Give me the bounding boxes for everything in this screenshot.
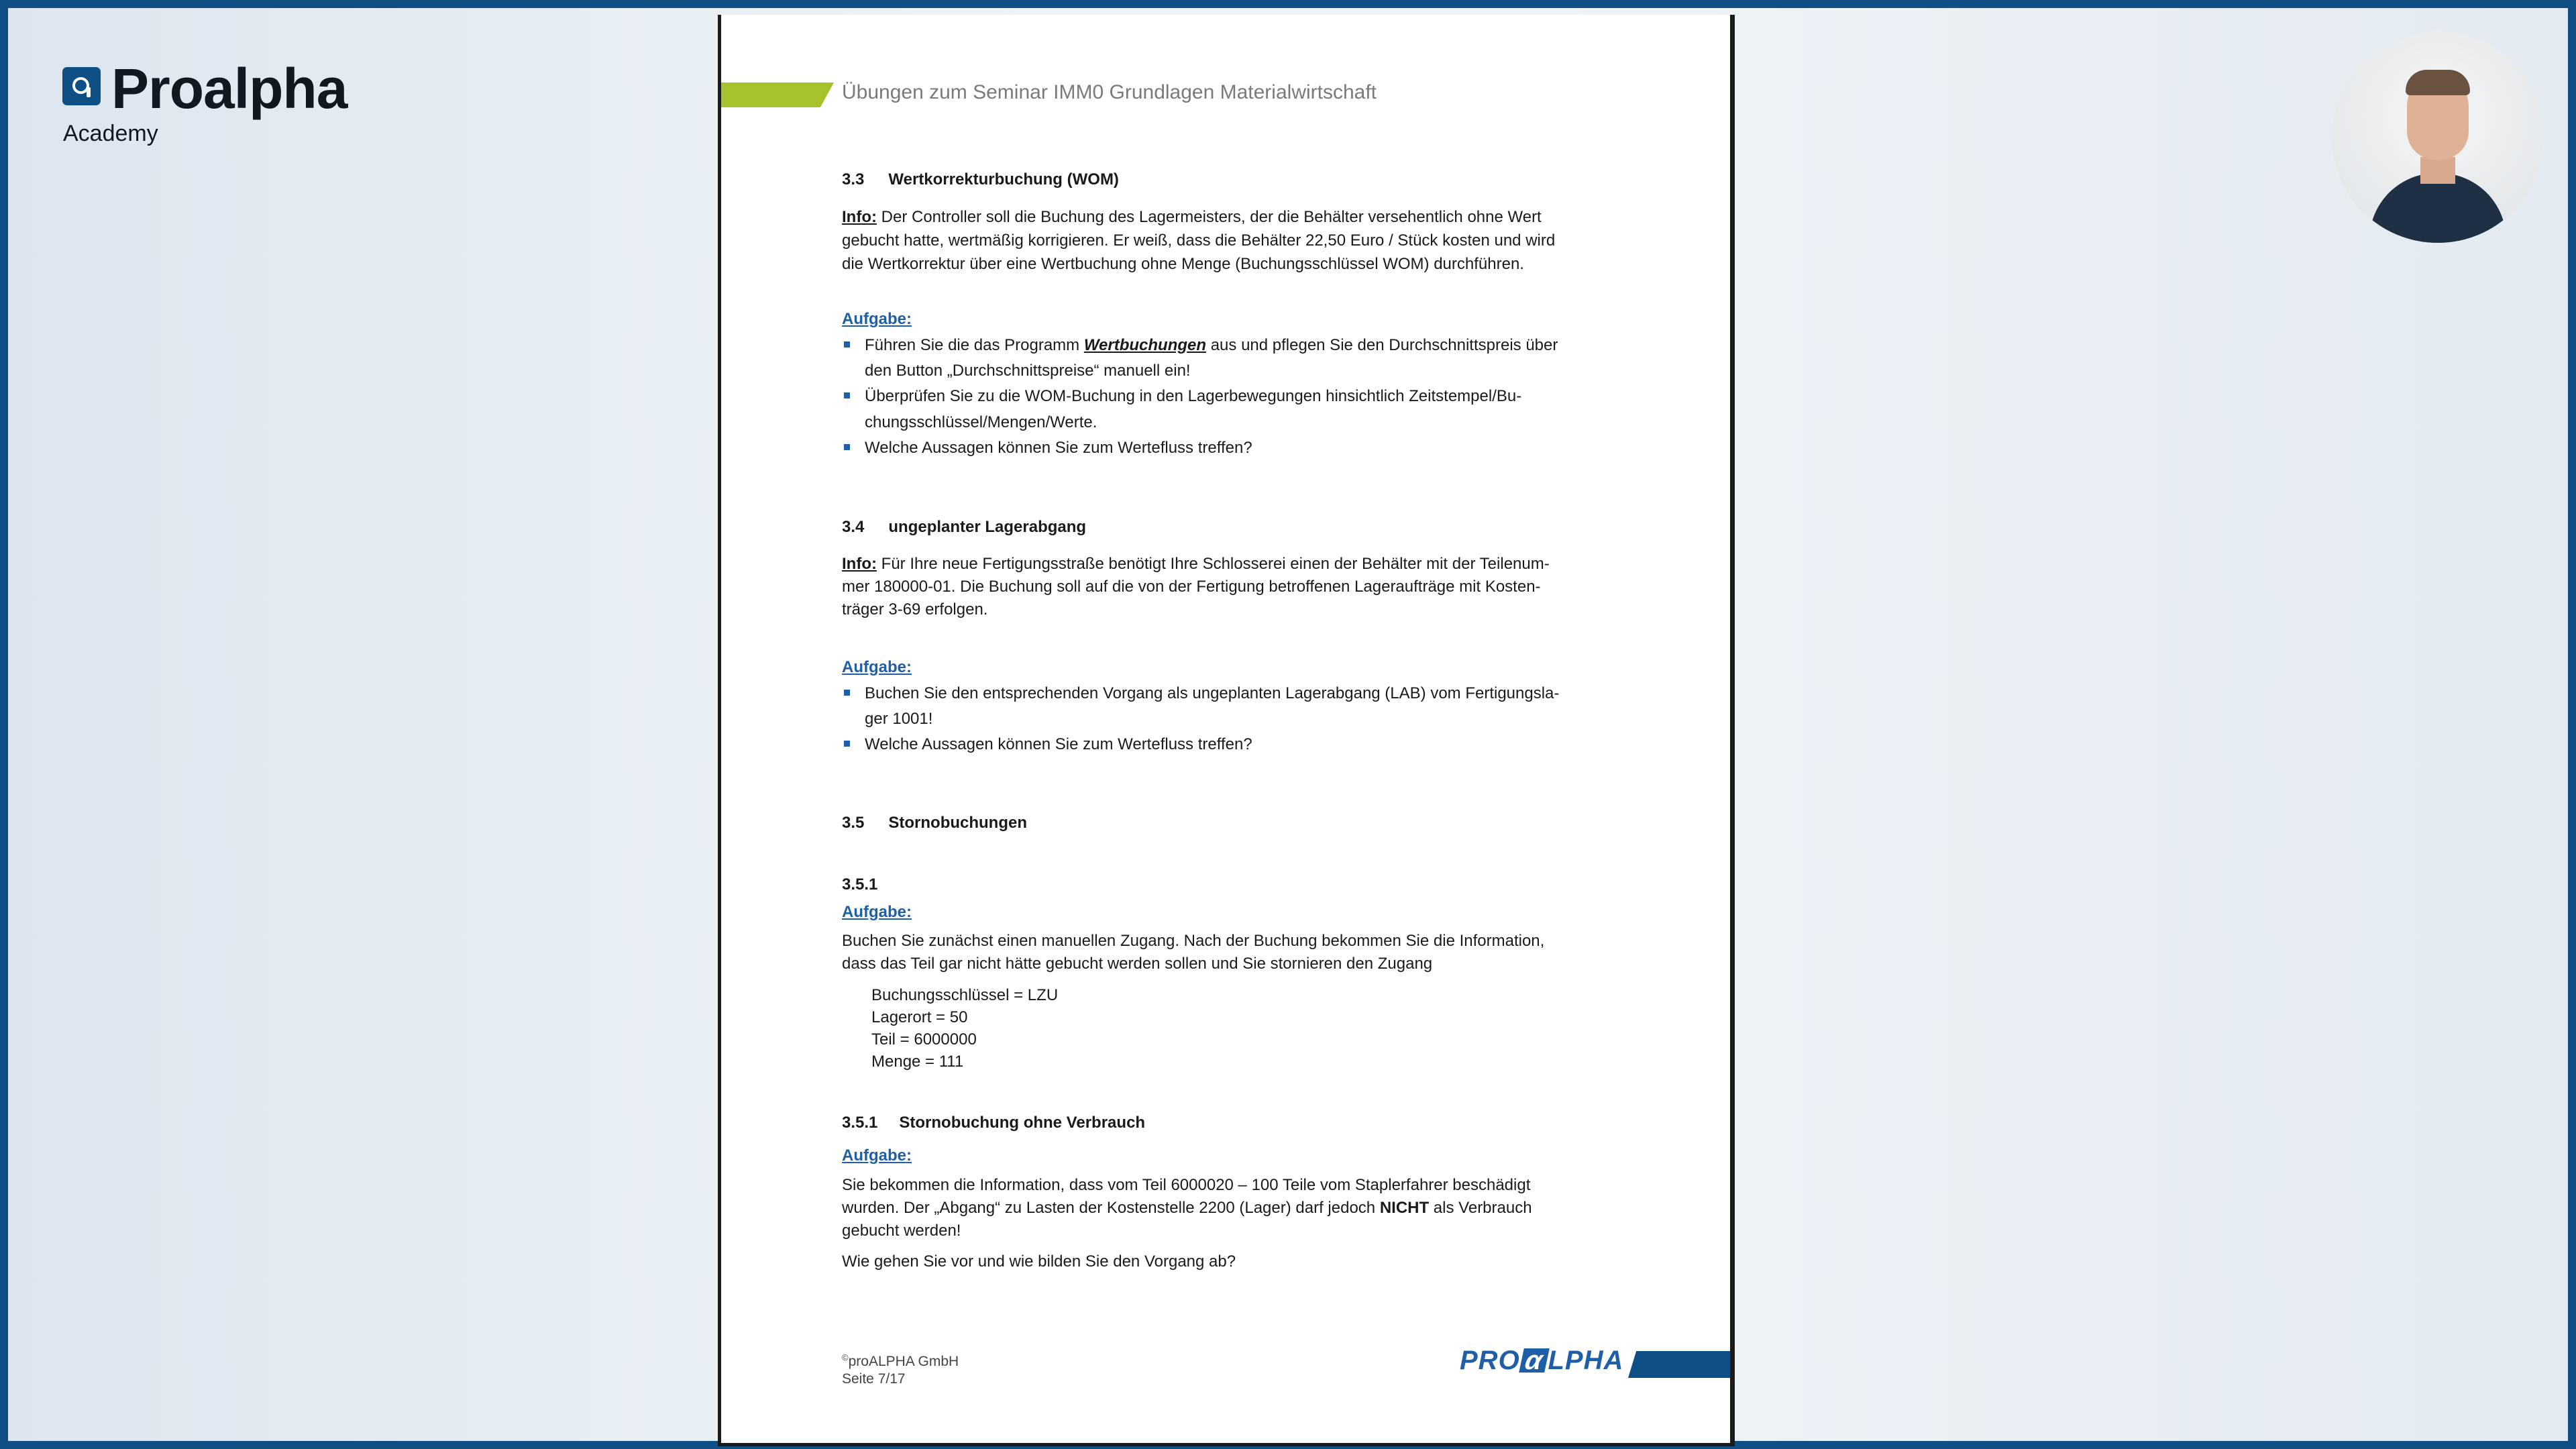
brand-text: PRO <box>1460 1346 1520 1375</box>
param-line: Buchungsschlüssel = LZU <box>871 986 1059 1004</box>
section-3-3-heading <box>842 168 1119 192</box>
header-accent-bar <box>721 83 834 107</box>
task-bullet: Welche Aussagen können Sie zum Wertefluss treffen? <box>865 439 1252 457</box>
info-text: Der Controller soll die Buchung des Lagermeisters, der die Behälter versehentlich ohne Wert <box>876 208 1542 226</box>
subsection-heading <box>842 1111 1145 1135</box>
task-bullet: Überprüfen Sie zu die WOM-Buchung in den Lagerbewegungen hinsichtlich Zeitstempel/Bu- <box>865 387 1522 405</box>
param-line: Lagerort = 50 <box>871 1008 968 1026</box>
param-line: Menge = 111 <box>871 1053 964 1071</box>
task-text-part: als Verbrauch <box>1429 1199 1532 1217</box>
brand-subtitle: Academy <box>63 121 158 146</box>
aufgabe-label: Aufgabe: <box>842 903 912 921</box>
section-title: ungeplanter Lagerabgang <box>888 518 1087 536</box>
presenter-neck <box>2420 157 2455 184</box>
task-text: gebucht werden! <box>842 1222 961 1240</box>
info-line <box>842 205 1542 229</box>
alpha-icon: α <box>1519 1348 1549 1373</box>
bullet-icon <box>844 741 850 747</box>
info-line: gebucht hatte, wertmäßig korrigieren. Er weiß, dass die Behälter 22,50 Euro / Stück kosten und wird <box>842 231 1556 250</box>
subsection-title: Stornobuchung ohne Verbrauch <box>899 1114 1146 1132</box>
section-number: 3.3 <box>842 170 865 189</box>
emphasis-text: NICHT <box>1379 1199 1430 1217</box>
task-text: Buchen Sie zunächst einen manuellen Zugang. Nach der Buchung bekommen Sie die Information, <box>842 932 1545 950</box>
section-number: 3.5 <box>842 814 865 832</box>
brand-text: LPHA <box>1548 1346 1624 1375</box>
copyright-text: proALPHA GmbH <box>848 1354 959 1369</box>
program-name: Wertbuchungen <box>1083 336 1207 354</box>
task-bullet: Welche Aussagen können Sie zum Wertefluss treffen? <box>865 735 1252 753</box>
section-title: Stornobuchungen <box>888 814 1028 832</box>
info-text: Für Ihre neue Fertigungsstraße benötigt Ihre Schlosserei einen der Behälter mit der Teilenum- <box>876 555 1550 573</box>
section-title: Wertkorrekturbuchung (WOM) <box>888 170 1119 189</box>
task-text: dass das Teil gar nicht hätte gebucht werden sollen und Sie stornieren den Zugang <box>842 955 1433 973</box>
section-3-4-heading <box>842 515 1086 539</box>
aufgabe-label: Aufgabe: <box>842 310 912 328</box>
task-text <box>842 1196 1532 1220</box>
param-line: Teil = 6000000 <box>871 1030 977 1049</box>
subsection-number: 3.5.1 <box>842 875 878 894</box>
info-line: mer 180000-01. Die Buchung soll auf die von der Fertigung betroffenen Lageraufträge mit Kosten- <box>842 578 1541 596</box>
task-text: Führen Sie die das Programm <box>865 336 1084 354</box>
brand-name: Proalpha <box>111 57 347 120</box>
info-line: die Wertkorrektur über eine Wertbuchung ohne Menge (Buchungsschlüssel WOM) durchführen. <box>842 255 1524 273</box>
bullet-icon <box>844 444 850 450</box>
document-header-title: Übungen zum Seminar IMM0 Grundlagen Materialwirtschaft <box>842 81 1377 103</box>
task-text: aus und pflegen Sie den Durchschnittspreis über <box>1206 336 1558 354</box>
task-bullet: Buchen Sie den entsprechenden Vorgang als ungeplanten Lagerabgang (LAB) vom Fertigungsla- <box>865 684 1560 702</box>
presenter-hair <box>2406 70 2470 95</box>
task-bullet <box>865 333 1558 358</box>
proalpha-logo-icon <box>62 67 101 105</box>
section-3-5-heading <box>842 811 1027 835</box>
aufgabe-label: Aufgabe: <box>842 1146 912 1165</box>
task-text: Sie bekommen die Information, dass vom Teil 6000020 – 100 Teile vom Staplerfahrer beschädigt <box>842 1176 1531 1194</box>
task-text-part: wurden. Der „Abgang“ zu Lasten der Kostenstelle 2200 (Lager) darf jedoch <box>842 1199 1380 1217</box>
task-bullet-cont: den Button „Durchschnittspreise“ manuell ein! <box>865 362 1191 380</box>
presentation-stage <box>8 8 2568 1441</box>
info-label: Info: <box>842 208 877 226</box>
presenter-webcam <box>2332 31 2544 243</box>
info-label: Info: <box>842 555 877 573</box>
subsection-number: 3.5.1 <box>842 1114 878 1132</box>
footer-page-number: Seite 7/17 <box>842 1371 906 1387</box>
section-number: 3.4 <box>842 518 865 536</box>
task-bullet-cont: chungsschlüssel/Mengen/Werte. <box>865 413 1097 431</box>
copyright-mark: © <box>842 1352 849 1362</box>
proalpha-footer-logo <box>1460 1348 1623 1373</box>
task-bullet-cont: ger 1001! <box>865 710 933 728</box>
footer-accent-bar <box>1628 1351 1730 1378</box>
bullet-icon <box>844 341 850 347</box>
document-page <box>718 15 1735 1446</box>
aufgabe-label: Aufgabe: <box>842 658 912 676</box>
bullet-icon <box>844 392 850 398</box>
task-question: Wie gehen Sie vor und wie bilden Sie den Vorgang ab? <box>842 1252 1236 1271</box>
info-line <box>842 552 1550 576</box>
info-line: träger 3-69 erfolgen. <box>842 600 988 619</box>
bullet-icon <box>844 690 850 696</box>
